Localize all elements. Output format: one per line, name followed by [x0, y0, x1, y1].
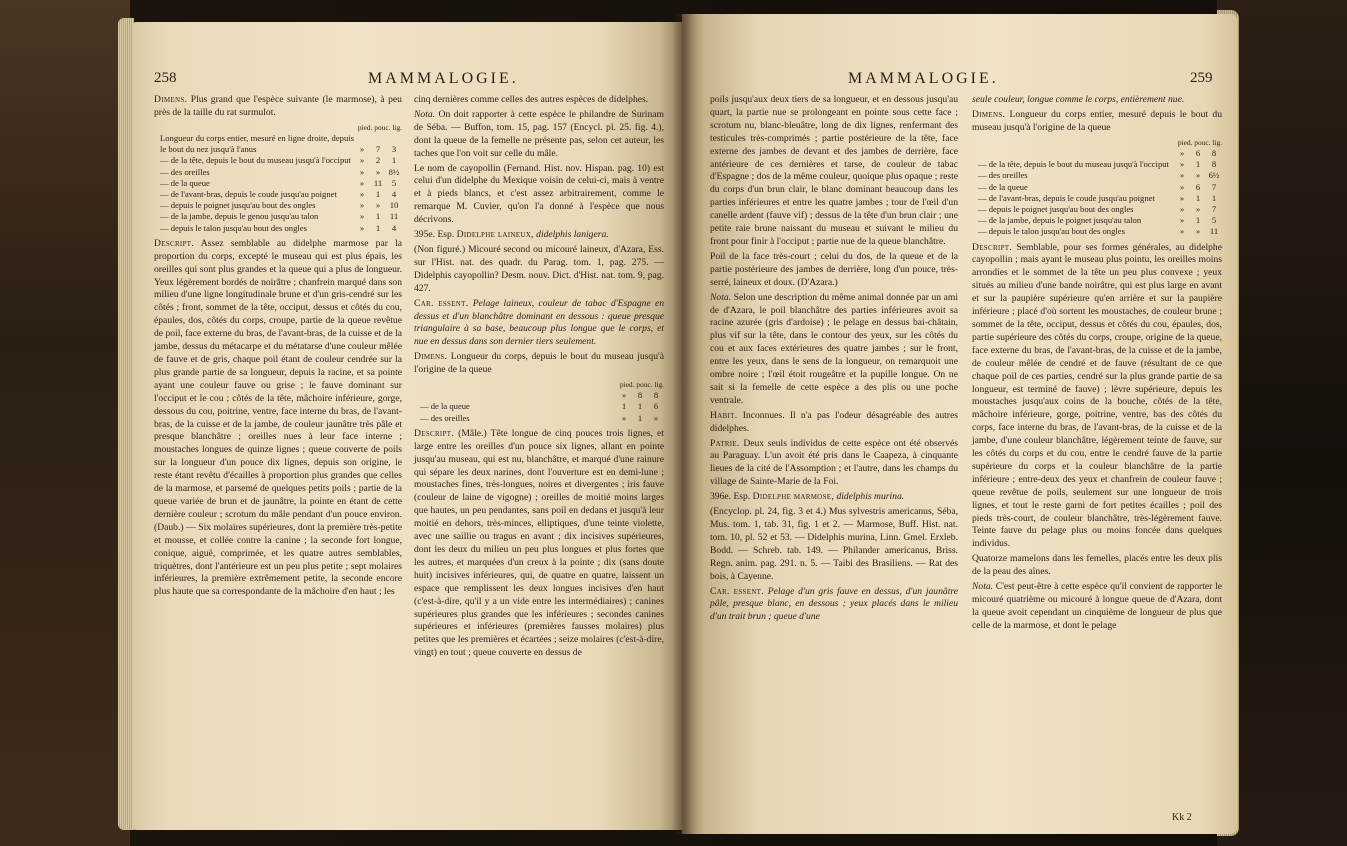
- measurement-table: [972, 137, 1222, 238]
- signature-mark: Kk 2: [1172, 812, 1192, 823]
- dimens-intro: Dimens. Plus grand que l'espèce suivante (le marmose), à peu près de la taille du rat surmulot.: [154, 94, 402, 118]
- table-row: — de la jambe, depuis le poignet jusqu'au talon » 1 5: [978, 215, 1217, 226]
- description-paragraph: Descript. Semblable, pour ses formes générales, au didelphe cayopollin ; mais ayant le museau plus pointu, les oreilles moins arrondies et le sommet de la tête un peu plus convexe ; yeux situés au milieu d'une bande noirâtre, qui est plus large en avant et sur la paupière supérieure qu'en arrière et sur la paupière inférieure ; placé d'où sortent les moustaches, de couleur brune ; sommet de la tête, occiput, dessus et côtés du cou, épaules, dos, partie supérieure des côtés du corps, croupe, origine de la queue, face externe du bras, de l'avant-bras, de la cuisse et de la jambe, de couleur mêlée de cendré et de fauve (résultant de ce que chaque poil de ces parties, cendré sur la plus grande partie de sa longueur, est terminé de fauve) ; lèvre supérieure, depuis les moustaches jusqu'aux coins de la bouche, côtés de la tête, mâchoire inférieure, gorge, poitrine, ventre, bas des côtés du corps, face interne du bras, de l'avant-bras, de la cuisse et de la jambe, d'une couleur blanchâtre, légèrement teinte de fauve, sur les côtés du corps et du cou, entre le cendré fauve de la partie supérieure du corps et la couleur blanchâtre de la partie inférieure ; entre-deux des yeux et chanfrein de couleur fauve ; queue revêtue de poils, seulement sur une longueur de trois lignes, et tout le reste garni de fort petites écailles ; poil des pieds très-court, de couleur blanchâtre, très-légèrement fauve. Teinte fauve du pelage plus ou moins foncée dans quelques individus.: [972, 241, 1222, 550]
- table-row: — des oreilles » 1 »: [420, 412, 659, 423]
- dimens-intro: Dimens. Longueur du corps entier, mesuré depuis le bout du museau jusqu'à l'origine de la queue: [972, 108, 1222, 133]
- hair-paragraph: Poil de la face très-court ; celui du dos, de la queue et de la partie postérieure des jambes de derrière, long d'un pouce, très-serré, laineux et doux. (D'Azara.): [710, 250, 958, 288]
- table-row: — des oreilles » » 6½: [978, 170, 1220, 181]
- left-column-2: [414, 94, 664, 662]
- description-paragraph: Descript. (Mâle.) Tête longue de cinq pouces trois lignes, et large entre les oreilles d'un pouce six lignes, allant en pointe jusqu'au museau, qui est nu, blanchâtre, et marqué d'une rainure qui sépare les deux narines, dont l'ouverture est en demi-lune ; moustaches fines, très-longues, noires et divergentes ; iris fauve (couleur de laine de vigogne) ; oreilles de moitié moins larges que hautes, un peu pendantes, sans poil en dedans et jusqu'à leur moitié en dehors, très-minces, elliptiques, d'une teinte violette, avec une saillie ou tragus en avant ; dix incisives supérieures, dont les deux du milieu un peu plus longues et plus fortes que les autres, et marquées d'un creux à la pointe ; dix (sans doute huit) incisives inférieures, qui, de quatre en quatre, laissent un espace que remplissent les deux longues incisives d'en haut (c'est-à-dire, qu'il y a un vide entre les intermédiaires) ; canines supérieures plus grandes que les inférieures ; secondes canines supérieures et inférieures (premières fausses molaires) plus petites que les premières et écartées ; seize molaires (c'est-à-dire, vingt) en tout ; queue couverte en dessus de: [414, 427, 664, 659]
- table-row: — depuis le talon jusqu'au bout des ongles » 1 4: [160, 222, 397, 233]
- table-row: — de la queue » 11 5: [160, 177, 397, 188]
- table-row: » 6 8: [1179, 147, 1217, 158]
- synonymy-paragraph: (Non figuré.) Micouré second ou micouré laineux, d'Azara, Ess. sur l'Hist. nat. des quadr. du Parag. tom. 1, pag. 275. — Didelphis cayopollin? Desm. nouv. Dict. d'Hist. nat. tom. 9, pag. 427.: [414, 243, 664, 294]
- species-heading: 396e. Esp. Didelphe marmose, didelphis murina.: [710, 491, 905, 503]
- table-row: — depuis le poignet jusqu'au bout des ongles » » 10: [160, 200, 399, 211]
- habitat-paragraph: Habit. Inconnues. Il n'a pas l'odeur désagréable des autres didelphes.: [710, 409, 958, 434]
- measurement-table: [414, 379, 664, 424]
- left-page: [132, 22, 682, 830]
- left-column-1: [154, 94, 402, 601]
- table-row: — des oreilles » » 8½: [160, 166, 400, 177]
- right-running-head: MAMMALOGIE.: [848, 70, 999, 87]
- synonymy-paragraph: (Encyclop. pl. 24, fig. 3 et 4.) Mus sylvestris americanus, Séba, Mus. tom. 1, tab. 31, fig. 1 et 2. — Marmose, Buff. Hist. nat. tom. 10, pl. 52 et 53. — Didelphis murina, Linn. Gmel. Erxleb. Bodd. — Schreb. tab. 149. — Philander americanus, Briss. Regn. anim. pag. 291. n. 5. — Taibi des Brasiliens. — Rat des bois, à Cayenne.: [710, 506, 958, 582]
- right-column-1: [710, 94, 958, 626]
- continuation-paragraph: seule couleur, longue comme le corps, entièrement nue.: [972, 94, 1185, 105]
- table-row: — de l'avant-bras, depuis le coude jusqu'au poignet » 1 4: [160, 189, 397, 200]
- units-header: pied. pouc. lig.: [357, 122, 402, 132]
- continuation-paragraph: poils jusqu'aux deux tiers de sa longueur, et en dessous jusqu'au quart, la partie nue se prolongeant en pointe sous cette face ; scrotum nu, blanc-bleuâtre, long de dix lignes, renfermant des testicules très-comprimés ; partie postérieure de la tête, face externe des jambes de devant et des jambes de derrière, face antérieure de ces dernières et tarse, de couleur de tabac d'Espagne ; dos de la même couleur, quoique plus opaque ; reste du corps d'un brun clair, le blanc dominant beaucoup dans les parties inférieures et entre les quatre jambes ; tour de l'œil d'un canelle ardent (fauve vif) ; dessus de la tête d'un brun clair ; une petite raie brune naissant du museau et suivant le milieu du front pour finir à l'occiput ; partie nue de la queue blanchâtre.: [710, 94, 958, 247]
- right-folio: 259: [1190, 70, 1213, 86]
- nota-paragraph: Nota. C'est peut-être à cette espèce qu'il convient de rapporter le micouré quatrième ou micouré à longue queue de d'Azara, dont la queue avoit cependant un cinquième de longueur de plus que celle de la marmose, et dont le pelage: [972, 581, 1222, 631]
- essential-characters: Car. essent. Pelage d'un gris fauve en dessus, d'un jaunâtre pâle, presque blanc, en dessous ; yeux placés dans le milieu d'un trait brun ; queue d'une: [710, 585, 959, 623]
- table-row: — de l'avant-bras, depuis le coude jusqu'au poignet » 1 1: [978, 192, 1217, 203]
- right-column-2: [972, 94, 1222, 635]
- description-paragraph: Descript. Assez semblable au didelphe marmose par la proportion du corps, excepté le museau qui est plus épais, les oreilles qui sont plus grandes et la queue qui a plus de longueur. Yeux légèrement bordés de noirâtre ; chanfrein marqué dans son milieu d'une ligne longitudinale brune et d'un gris-cendré sur les côtés ; front, sommet de la tête, occiput, dessus et côtés du cou, épaules, dos, côtés du corps, croupe, partie de la queue revêtue de poil, face externe du bras, de l'avant-bras, de la cuisse et de la jambe, dessus du métacarpe et du métatarse d'une couleur mêlée de fauve et de gris, chaque poil étant de couleur cendrée sur la plus grande partie de sa longueur, depuis la racine, et sa pointe ayant une couleur fauve ou grise ; le fauve dominant sur l'occiput et le cou ; côtés de la tête, mâchoire inférieure, gorge, dessous du cou, poitrine, ventre, face interne du bras, de l'avant-bras, de la cuisse et de la jambe, de couleur jaunâtre très pâle et presque blanchâtre ; oreilles nues à leur face interne ; moustaches longues de quinze lignes ; queue couverte de poils sur la longueur d'un pouce dix lignes, depuis son origine, le reste étant revêtu d'écailles à proportion plus grandes que celles de la marmose, et parsemé de quelques petits poils ; partie de la queue variée de brun et de jaunâtre, la pointe en étant de cette dernière couleur ; scrotum du mâle pendant d'un pouce environ. (Daub.) — Six molaires supérieures, dont la première très-petite et mousse, et collée contre la canine ; la seconde fort longue, conique, aiguë, comprimée, et les quatre autres semblables, triquètres, dont l'antérieure est un peu plus petite ; sept molaires inférieures, la première extrêmement petite, la seconde encore plus haute que sa correspondante de la mâchoire d'en haut ; les: [154, 237, 402, 598]
- table-row: Longueur du corps entier, mesuré en ligne droite, depuis le bout du nez jusqu'à l'anus » 7 3: [160, 133, 397, 155]
- cayopollin-paragraph: Le nom de cayopollin (Fernand. Hist. nov. Hispan. pag. 10) est celui d'un didelphe du Mexique voisin de celui-ci, mais à ventre et à pieds blancs, et c'est assez arbitrairement, comme le remarque M. Cuvier, qu'on l'a donné à l'espèce que nous décrivons.: [414, 162, 664, 226]
- left-folio: 258: [154, 70, 177, 86]
- measurement-table: [154, 122, 402, 234]
- table-row: — de la queue » 6 7: [978, 181, 1217, 192]
- left-cover: [0, 0, 130, 846]
- homeland-paragraph: Patrie. Deux seuls individus de cette espèce ont été observés au Paraguay. L'un avoit été pris dans le Caapeza, à cinquante lieues de la cité de l'Assomption ; et l'autre, dans les champs du village de Sainte-Marie de la Foi.: [710, 437, 958, 488]
- table-row: » 8 8: [621, 390, 659, 401]
- continuation-paragraph: cinq dernières comme celles des autres espèces de didelphes.: [414, 94, 649, 105]
- species-heading: 395e. Esp. Didelphe laineux, didelphis lanigera.: [414, 229, 609, 241]
- essential-characters: Car. essent. Pelage laineux, couleur de tabac d'Espagne en dessus et d'un blanchâtre dominant en dessous : queue presque triangulaire à sa base, beaucoup plus longue que le corps, et nue en dessus dans son dernier tiers seulement.: [414, 297, 665, 348]
- right-page: [682, 14, 1237, 834]
- left-running-head: MAMMALOGIE.: [368, 70, 519, 87]
- dimens-intro: Dimens. Longueur du corps, depuis le bout du museau jusqu'à l'origine de la queue: [414, 351, 664, 376]
- table-row: — de la tête, depuis le bout du museau jusqu'à l'occiput » 1 8: [978, 159, 1217, 170]
- table-row: — depuis le poignet jusqu'au bout des ongles » » 7: [978, 203, 1217, 214]
- units-header: pied. pouc. lig.: [619, 380, 664, 390]
- nota-paragraph: Nota. On doit rapporter à cette espèce le philandre de Surinam de Séba. — Buffon, tom. 15, pag. 157 (Encycl. pl. 25. fig. 4.), dont la queue de la femelle ne présente pas, selon cet auteur, les taches que l'on voit sur celle du mâle.: [414, 108, 664, 159]
- teats-paragraph: Quatorze mamelons dans les femelles, placés entre les deux plis de la peau des aînes.: [972, 553, 1222, 578]
- nota-paragraph: Nota. Selon une description du même animal donnée par un ami de d'Azara, le poil blanchâtre des parties inférieures avoit sa racine azurée (gris d'ardoise) ; le pelage en dessus bai-châtain, plus vif sur la tête, dans le contour des yeux, sur les côtés du cou et aux faces extérieures des quatre jambes ; sur le front, entre les yeux, dans le sens de la longueur, on remarquoit une ombre noire ; l'œil étoit rougeâtre et la pupille longue. On ne sait si la femelle de cette espèce a des plis ou une poche ventrale.: [710, 291, 958, 406]
- table-row: — de la tête, depuis le bout du museau jusqu'à l'occiput » 2 1: [160, 155, 397, 166]
- table-row: — de la jambe, depuis le genou jusqu'au talon » 1 11: [160, 211, 399, 222]
- units-header: pied. pouc. lig.: [1177, 137, 1222, 147]
- table-row: — depuis le talon jusqu'au bout des ongles » » 11: [978, 226, 1219, 237]
- table-row: — de la queue 1 1 6: [420, 401, 659, 412]
